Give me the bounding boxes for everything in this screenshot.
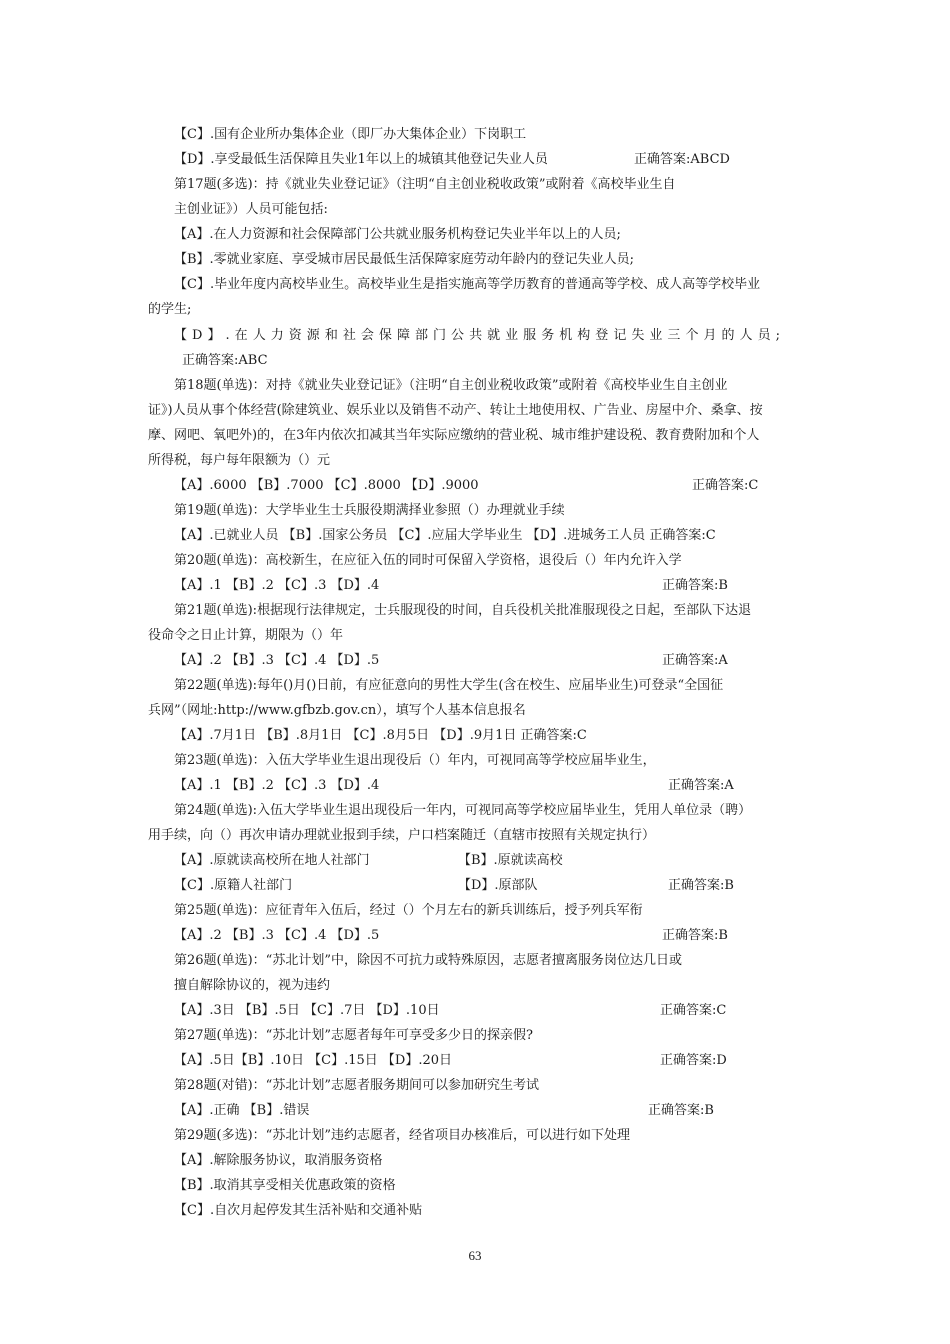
option-line: 【A】.原就读高校所在地人社部门: [174, 853, 370, 868]
option-line: 【C】.国有企业所办集体企业（即厂办大集体企业）下岗职工: [174, 127, 527, 142]
answer-text: 正确答案:A: [662, 653, 728, 668]
answer-text: 正确答案:C: [692, 478, 759, 493]
page-number: 63: [468, 1248, 482, 1263]
question-line: 第20题(单选)：高校新生，在应征入伍的同时可保留入学资格，退役后（）年内允许入学: [174, 553, 682, 568]
question-line: 役命令之日止计算，期限为（）年: [148, 628, 344, 643]
option-line: 【A】.2 【B】.3 【C】.4 【D】.5: [174, 928, 380, 943]
option-line: 【C】.毕业年度内高校毕业生。高校毕业生是指实施高等学历教育的普通高等学校、成人高等学校毕业: [174, 277, 761, 292]
option-line: 【B】.零就业家庭、享受城市居民最低生活保障家庭劳动年龄内的登记失业人员;: [174, 252, 635, 267]
answer-text: 正确答案:ABCD: [634, 152, 730, 167]
option-line: 【A】.2 【B】.3 【C】.4 【D】.5: [174, 653, 380, 668]
option-line: 【D】.享受最低生活保障且失业1年以上的城镇其他登记失业人员: [174, 152, 548, 167]
option-line: 【A】.7月1日 【B】.8月1日 【C】.8月5日 【D】.9月1日 正确答案:C: [174, 728, 587, 743]
question-line: 第22题(单选):每年()月()日前，有应征意向的男性大学生(含在校生、应届毕业生)可登录“全国征: [174, 678, 724, 693]
question-line: 第21题(单选):根据现行法律规定，士兵服现役的时间，自兵役机关批准服现役之日起，至部队下达退: [174, 603, 752, 618]
option-line: 【A】.正确 【B】.错误: [174, 1103, 310, 1118]
question-line: 第26题(单选)：“苏北计划”中，除因不可抗力或特殊原因，志愿者擅离服务岗位达几日或: [174, 953, 682, 968]
question-line: 擅自解除协议的，视为违约: [174, 978, 331, 993]
answer-text: 正确答案:ABC: [182, 353, 268, 368]
option-line: 【B】.原就读高校: [458, 853, 563, 868]
answer-text: 正确答案:B: [662, 928, 728, 943]
option-line: 【C】.原籍人社部门: [174, 878, 293, 893]
question-line: 第25题(单选)：应征青年入伍后，经过（）个月左右的新兵训练后，授予列兵军衔: [174, 903, 643, 918]
answer-text: 正确答案:D: [660, 1053, 727, 1068]
question-line: 主创业证》）人员可能包括:: [174, 202, 328, 217]
option-line: 【D】.在人力资源和社会保障部门公共就业服务机构登记失业三个月的人员;: [174, 328, 780, 343]
question-line: 用手续，向（）再次申请办理就业报到手续，户口档案随迁（直辖市按照有关规定执行）: [148, 828, 656, 843]
answer-text: 正确答案:C: [660, 1003, 727, 1018]
option-line: 【A】.1 【B】.2 【C】.3 【D】.4: [174, 578, 380, 593]
question-line: 证》)人员从事个体经营(除建筑业、娱乐业以及销售不动产、转让土地使用权、广告业、房屋中介、桑拿、按: [148, 403, 763, 418]
question-line: 兵网”（网址:http://www.gfbzb.gov.cn），填写个人基本信息报名: [148, 703, 526, 718]
option-line: 【A】.已就业人员 【B】.国家公务员 【C】.应届大学毕业生 【D】.进城务工人员 正确答案:C: [174, 528, 716, 543]
question-line: 第28题(对错)：“苏北计划”志愿者服务期间可以参加研究生考试: [174, 1078, 539, 1093]
option-line: 【A】.1 【B】.2 【C】.3 【D】.4: [174, 778, 380, 793]
question-line: 所得税，每户每年限额为（）元: [148, 453, 331, 468]
option-line: 【D】.原部队: [458, 878, 538, 893]
option-line: 【A】.6000 【B】.7000 【C】.8000 【D】.9000: [174, 478, 479, 493]
question-line: 第17题(多选)：持《就业失业登记证》（注明“自主创业税收政策”或附着《高校毕业生自: [174, 177, 676, 192]
question-line: 第23题(单选)：入伍大学毕业生退出现役后（）年内，可视同高等学校应届毕业生，: [174, 753, 656, 768]
option-line: 【A】.3日 【B】.5日 【C】.7日 【D】.10日: [174, 1003, 440, 1018]
question-line: 第29题(多选)：“苏北计划”违约志愿者，经省项目办核准后，可以进行如下处理: [174, 1128, 630, 1143]
question-line: 摩、网吧、氧吧外)的，在3年内依次扣减其当年实际应缴纳的营业税、城市维护建设税、教育费附加和个人: [148, 428, 760, 443]
option-line: 【A】.解除服务协议，取消服务资格: [174, 1153, 383, 1168]
question-line: 第27题(单选)：“苏北计划”志愿者每年可享受多少日的探亲假?: [174, 1028, 533, 1043]
option-line: 【C】.自次月起停发其生活补贴和交通补贴: [174, 1203, 423, 1218]
question-line: 第19题(单选)：大学毕业生士兵服役期满择业参照（）办理就业手续: [174, 503, 565, 518]
answer-text: 正确答案:B: [668, 878, 734, 893]
option-line: 的学生;: [148, 302, 192, 317]
option-line: 【B】.取消其享受相关优惠政策的资格: [174, 1178, 396, 1193]
answer-text: 正确答案:B: [648, 1103, 714, 1118]
answer-text: 正确答案:B: [662, 578, 728, 593]
answer-text: 正确答案:A: [668, 778, 734, 793]
option-line: 【A】.在人力资源和社会保障部门公共就业服务机构登记失业半年以上的人员;: [174, 227, 621, 242]
question-line: 第18题(单选)：对持《就业失业登记证》（注明“自主创业税收政策”或附着《高校毕业生自主创业: [174, 378, 728, 393]
question-line: 第24题(单选):入伍大学毕业生退出现役后一年内，可视同高等学校应届毕业生，凭用人单位录（聘）: [174, 803, 752, 818]
option-line: 【A】.5日【B】.10日 【C】.15日 【D】.20日: [174, 1053, 453, 1068]
